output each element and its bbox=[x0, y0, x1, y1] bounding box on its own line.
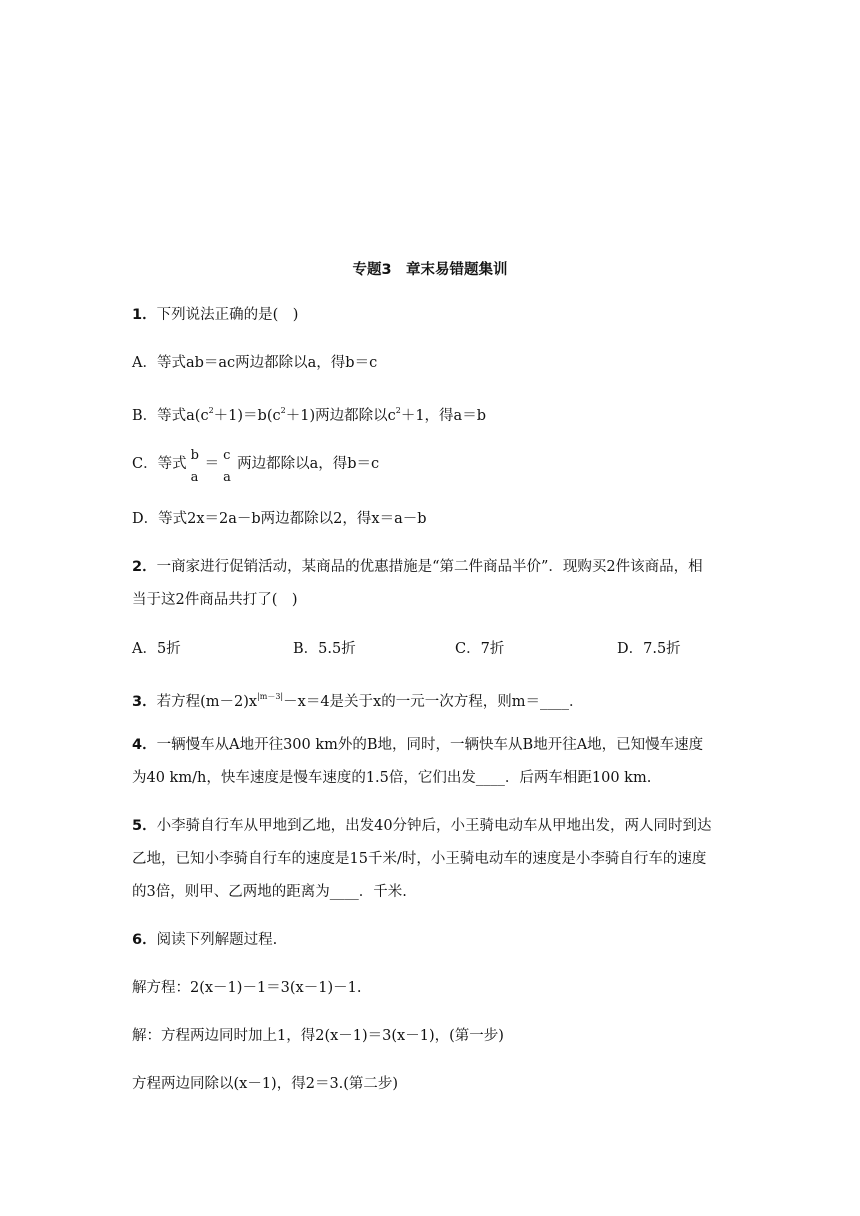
question-stem: 小李骑自行车从甲地到乙地，出发40分钟后，小王骑电动车从甲地出发，两人同时到达 bbox=[156, 818, 712, 834]
question-stem: 下列说法正确的是( ) bbox=[156, 307, 299, 323]
q6-step-1: 解：方程两边同时加上1，得2(x－1)＝3(x－1)，(第一步) bbox=[132, 1028, 504, 1044]
question-number: 5． bbox=[132, 818, 157, 834]
superscript: 2 bbox=[280, 406, 286, 415]
option-text: ＋1)两边都除以c bbox=[285, 408, 396, 424]
question-number: 1． bbox=[132, 307, 157, 323]
denominator: a bbox=[223, 470, 231, 485]
question-4-cont: 为40 km/h，快车速度是慢车速度的1.5倍，它们出发____．后两车相距100 km. bbox=[132, 770, 652, 786]
option-text: C．等式 bbox=[132, 456, 187, 472]
q6-equation: 解方程：2(x－1)－1＝3(x－1)－1. bbox=[132, 980, 362, 996]
question-2 bbox=[132, 557, 703, 577]
superscript: 2 bbox=[395, 406, 401, 415]
question-1 bbox=[132, 305, 298, 325]
denominator: a bbox=[190, 470, 199, 485]
q2-option-a: A．5折 bbox=[132, 641, 181, 657]
fraction bbox=[219, 448, 237, 485]
option-text: ＋1，得a＝b bbox=[400, 408, 486, 424]
question-5 bbox=[132, 816, 712, 836]
option-text: 两边都除以a，得b＝c bbox=[237, 456, 380, 472]
exponent: |m－3| bbox=[257, 692, 284, 701]
question-4 bbox=[132, 735, 703, 755]
q1-option-d: D．等式2x＝2a－b两边都除以2，得x＝a－b bbox=[132, 511, 427, 527]
q6-step-2: 方程两边同除以(x－1)，得2＝3.(第二步) bbox=[132, 1076, 399, 1092]
question-stem: 若方程(m－2)x bbox=[156, 694, 258, 710]
fraction bbox=[187, 448, 205, 485]
question-stem: 一辆慢车从A地开往300 km外的B地，同时，一辆快车从B地开往A地，已知慢车速度 bbox=[156, 737, 704, 753]
question-6 bbox=[132, 930, 277, 950]
q2-option-c: C．7折 bbox=[455, 641, 505, 657]
q2-option-b: B．5.5折 bbox=[293, 641, 356, 657]
question-stem: 一商家进行促销活动，某商品的优惠措施是“第二件商品半价”．现购买2件该商品，相 bbox=[156, 559, 703, 575]
question-number: 2． bbox=[132, 559, 157, 575]
question-number: 6． bbox=[132, 932, 157, 948]
option-text: ＋1)＝b(c bbox=[213, 408, 281, 424]
question-5-cont: 的3倍，则甲、乙两地的距离为____．千米. bbox=[132, 884, 407, 900]
question-number: 4． bbox=[132, 737, 157, 753]
q1-option-c bbox=[132, 448, 380, 485]
numerator: b bbox=[190, 448, 199, 463]
question-3 bbox=[132, 687, 583, 712]
question-stem: 阅读下列解题过程. bbox=[156, 932, 278, 948]
option-text: B．等式a(c bbox=[132, 408, 209, 424]
question-2-cont: 当于这2件商品共打了( ) bbox=[132, 592, 298, 608]
numerator: c bbox=[223, 448, 231, 463]
q2-option-d: D．7.5折 bbox=[617, 641, 681, 657]
superscript: 2 bbox=[208, 406, 214, 415]
equals-sign: ＝ bbox=[204, 456, 220, 472]
page-title: 专题3 章末易错题集训 bbox=[352, 262, 508, 278]
question-number: 3． bbox=[132, 694, 157, 710]
q1-option-b bbox=[132, 401, 486, 426]
question-stem: －x＝4是关于x的一元一次方程，则m＝____． bbox=[283, 694, 584, 710]
q1-option-a: A．等式ab＝ac两边都除以a，得b＝c bbox=[132, 355, 378, 371]
question-5-cont: 乙地，已知小李骑自行车的速度是15千米/时，小王骑电动车的速度是小李骑自行车的速度 bbox=[132, 851, 707, 867]
